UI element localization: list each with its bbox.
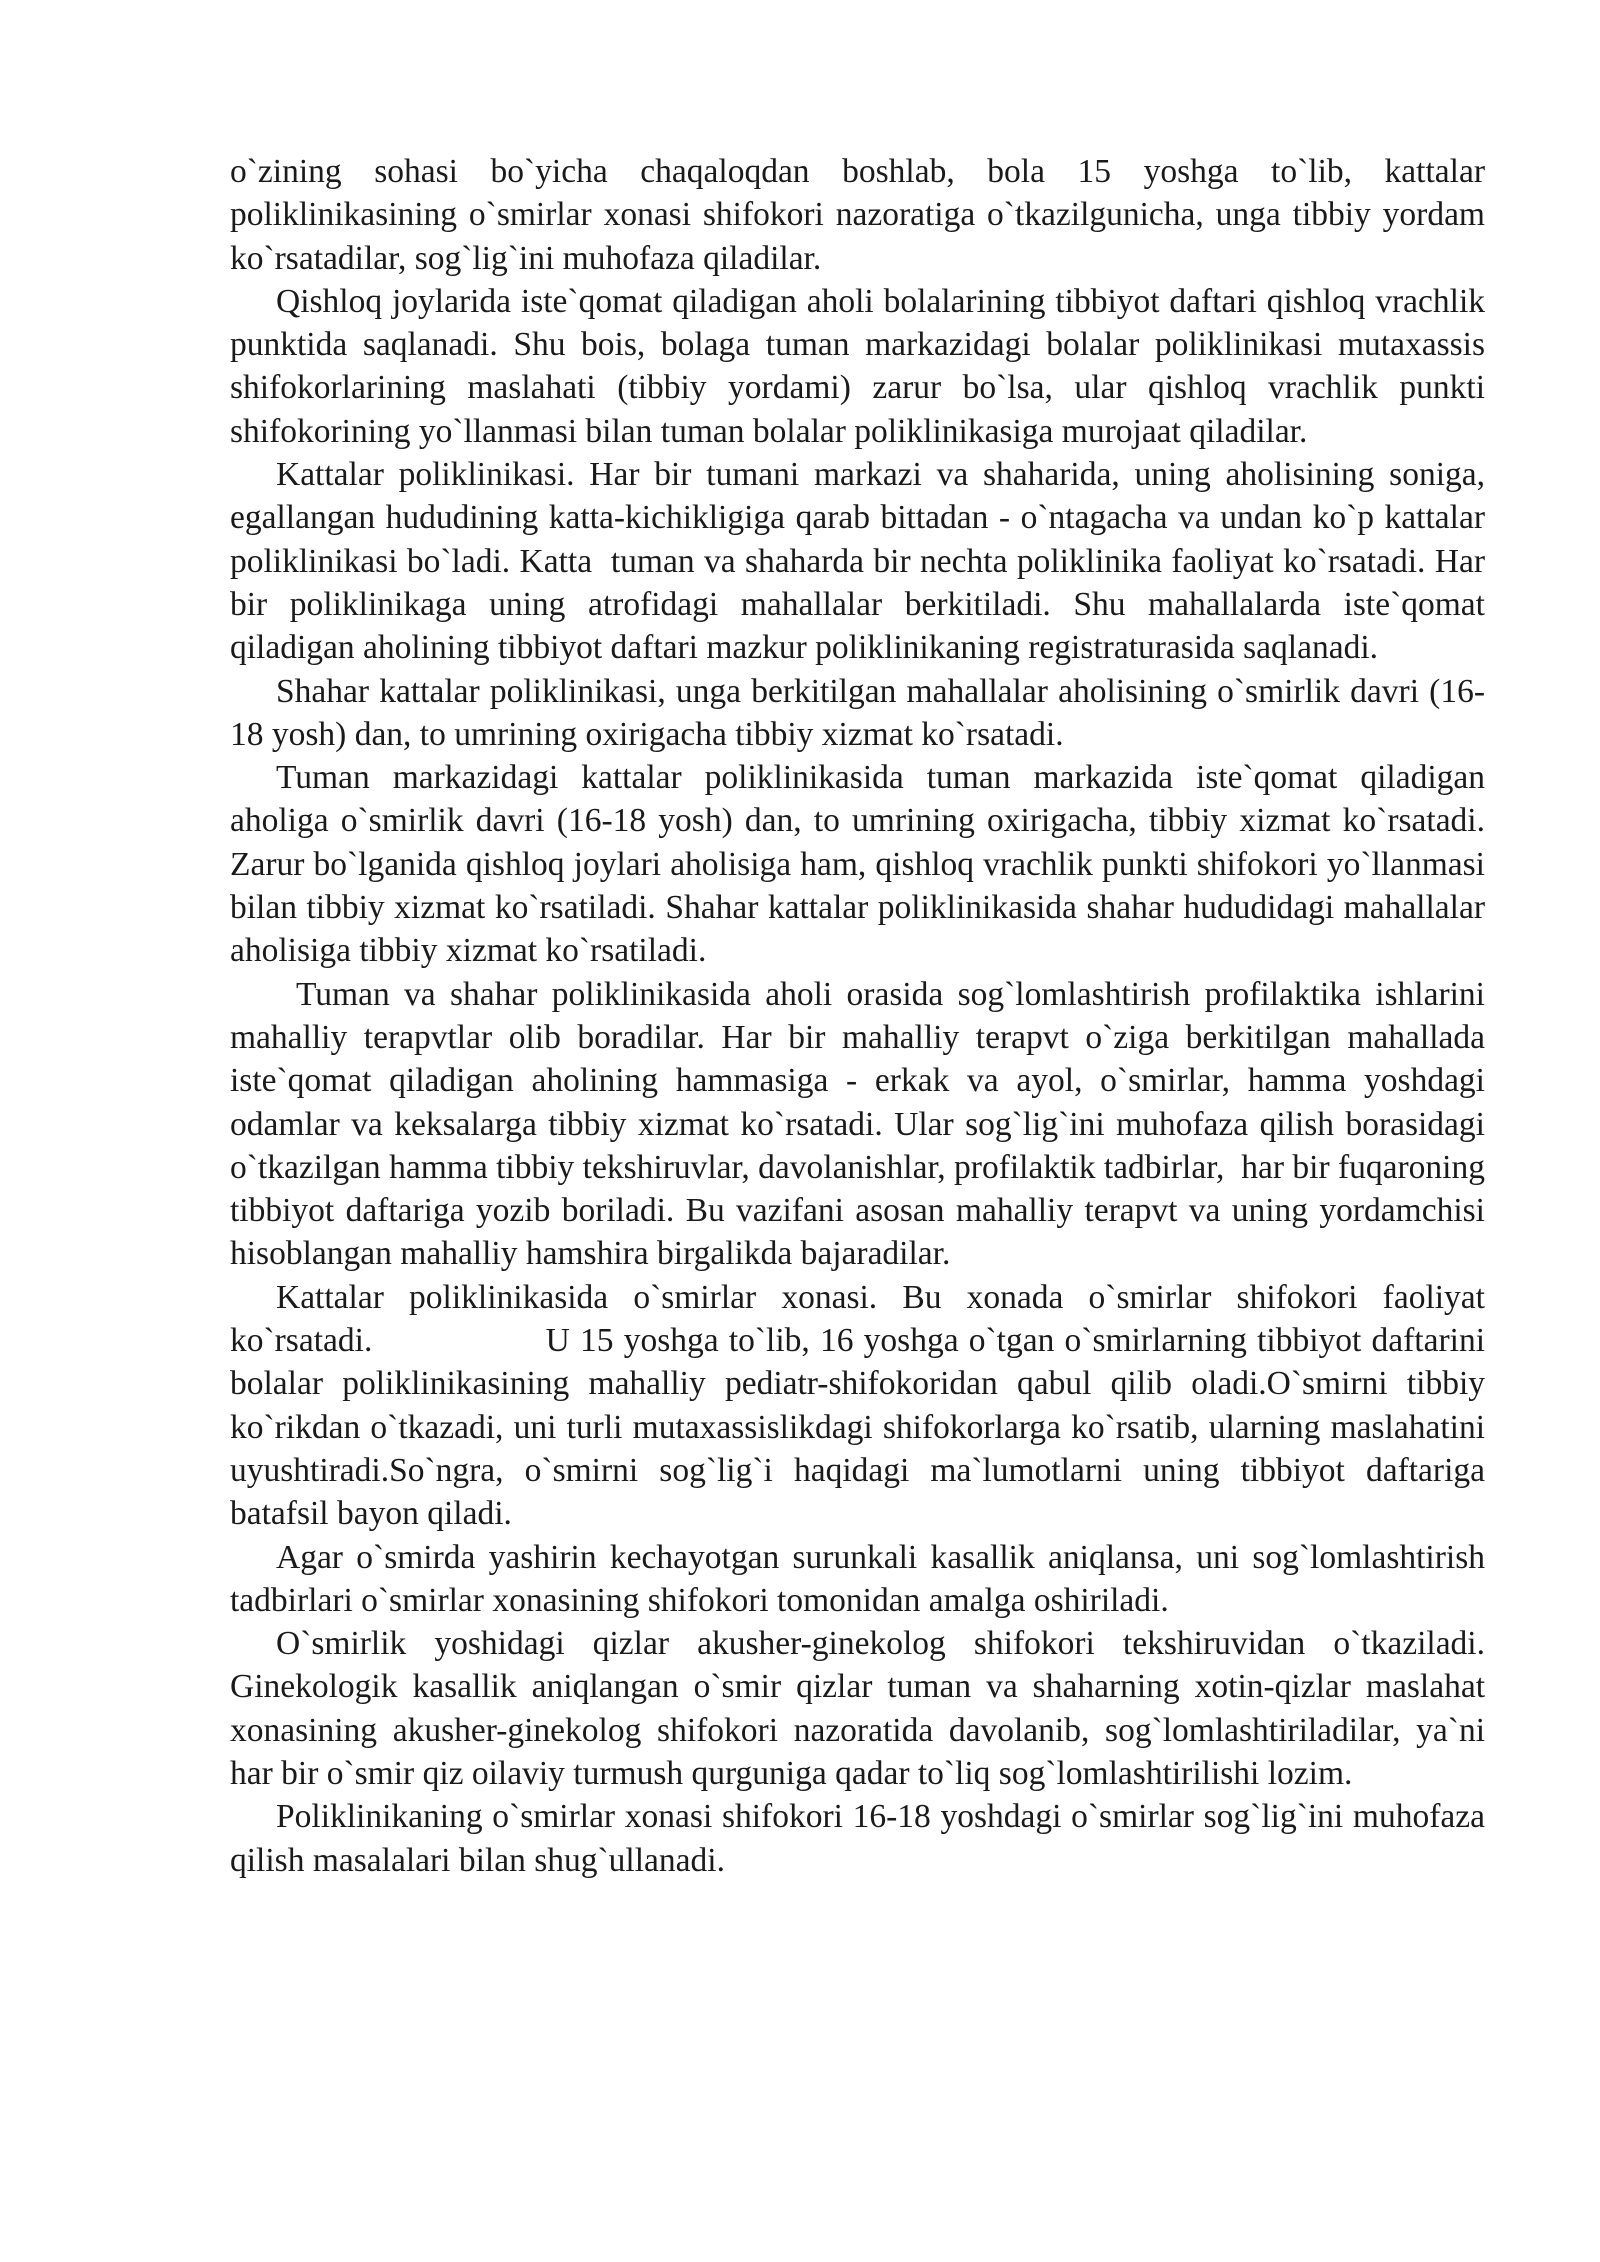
paragraph-gynecology: O`smirlik yoshidagi qizlar akusher-ginekolog shifokori tekshiruvidan o`tkaziladi. Ginekologik kasallik aniqlangan o`smir qizlar tuman va shaharning xotin-qizlar maslahat xonasining akusher-ginekolog shifokori nazoratida davolanib, sog`lomlashtiriladilar, ya`ni har bir o`smir qiz oilaviy turmush qurguniga qadar to`liq sog`lomlashtirilishi lozim. [230,1625,1494,1792]
paragraph-adolescent-doctor: Poliklinikaning o`smirlar xonasi shifokori 16-18 yoshdagi o`smirlar sog`lig`ini muhofaza qilish masalalari bilan shug`ullanadi. [230,1798,1494,1879]
paragraph-city-polyclinic: Shahar kattalar poliklinikasi, unga berkitilgan mahallalar aholisining o`smirlik davri (16-18 yosh) dan, to umrining oxirigacha tibbiy xizmat ko`rsatadi. [230,672,1485,753]
document-page [230,150,1494,1882]
paragraph-district-polyclinic: Tuman markazidagi kattalar poliklinikasida tuman markazida iste`qomat qiladigan aholiga o`smirlik davri (16-18 yosh) dan, to umrining oxirigacha, tibbiy xizmat ko`rsatadi. Zarur bo`lganida qishloq joylari aholisiga ham, qishloq vrachlik punkti shifokori yo`llanmasi bilan tibbiy xizmat ko`rsatiladi. Shahar kattalar poliklinikasida shahar hududidagi mahallalar aholisiga tibbiy xizmat ko`rsatiladi. [230,759,1494,970]
paragraph-chronic-illness: Agar o`smirda yashirin kechayotgan surunkali kasallik aniqlansa, uni sog`lomlashtirish tadbirlari o`smirlar xonasining shifokori tomonidan amalga oshiriladi. [230,1538,1494,1619]
paragraph-local-therapists: Tuman va shahar poliklinikasida aholi orasida sog`lomlashtirish profilaktika ishlarini mahalliy terapvtlar olib boradilar. Har bir mahalliy terapvt o`ziga berkitilgan mahallada iste`qomat qiladigan aholining hammasiga - erkak va ayol, o`smirlar, hamma yoshdagi odamlar va keksalarga tibbiy xizmat ko`rsatadi. Ular sog`lig`ini muhofaza qilish borasidagi o`tkazilgan hamma tibbiy tekshiruvlar, davolanishlar, profilaktik tadbirlar, har bir fuqaroning tibbiyot daftariga yozib boriladi. Bu vazifani asosan mahalliy terapvt va uning yordamchisi hisoblangan mahalliy hamshira birgalikda bajaradilar. [230,975,1494,1273]
paragraph-continuation: o`zining sohasi bo`yicha chaqaloqdan boshlab, bola 15 yoshga to`lib, kattalar poliklinikasining o`smirlar xonasi shifokori nazoratiga o`tkazilgunicha, unga tibbiy yordam ko`rsatadilar, sog`lig`ini muhofaza qiladilar. [230,153,1494,277]
paragraph-adolescent-room: Kattalar poliklinikasida o`smirlar xonasi. Bu xonada o`smirlar shifokori faoliyat ko`rsatadi. U 15 yoshga to`lib, 16 yoshga o`tgan o`smirlarning tibbiyot daftarini bolalar poliklinikasining mahalliy pediatr-shifokoridan qabul qilib oladi.O`smirni tibbiy ko`rikdan o`tkazadi, uni turli mutaxassislikdagi shifokorlarga ko`rsatib, ularning maslahatini uyushtiradi.So`ngra, o`smirni sog`lig`i haqidagi ma`lumotlarni uning tibbiyot daftariga batafsil bayon qiladi. [230,1278,1494,1533]
paragraph-rural-records: Qishloq joylarida iste`qomat qiladigan aholi bolalarining tibbiyot daftari qishloq vrachlik punktida saqlanadi. Shu bois, bolaga tuman markazidagi bolalar poliklinikasi mutaxassis shifokorlarining maslahati (tibbiy yordami) zarur bo`lsa, ular qishloq vrachlik punkti shifokorining yo`llanmasi bilan tuman bolalar poliklinikasiga murojaat qiladilar. [230,282,1494,450]
paragraph-adult-polyclinic: Kattalar poliklinikasi. Har bir tumani markazi va shaharida, uning aholisining soniga, egallangan hududining katta-kichikligiga qarab bittadan - o`ntagacha va undan ko`p kattalar poliklinikasi bo`ladi. Katta tuman va shaharda bir nechta poliklinika faoliyat ko`rsatadi. Har bir poliklinikaga uning atrofidagi mahallalar berkitiladi. Shu mahallalarda iste`qomat qiladigan aholining tibbiyot daftari mazkur poliklinikaning registraturasida saqlanadi. [230,456,1494,667]
